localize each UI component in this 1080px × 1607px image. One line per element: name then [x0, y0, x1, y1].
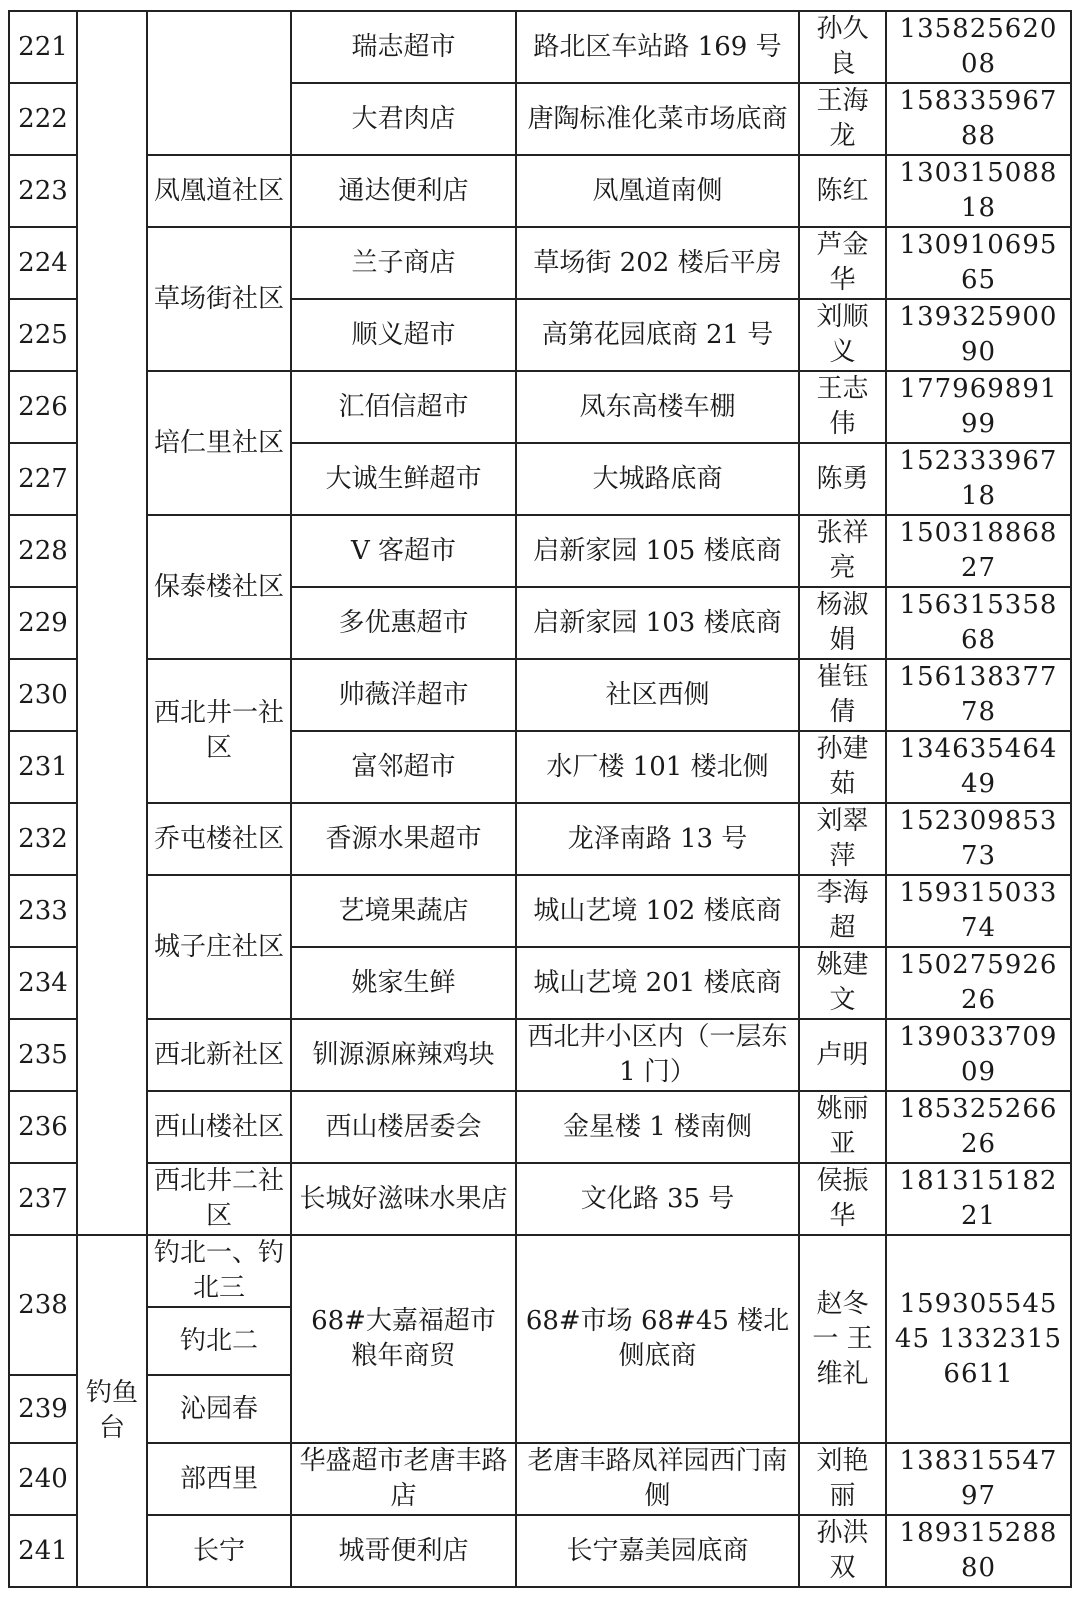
- row-number: 233: [9, 875, 77, 947]
- contact-person: 张祥亮: [799, 515, 886, 587]
- community-cell: 草场街社区: [147, 227, 291, 371]
- contact-phone: 15027592626: [886, 947, 1071, 1019]
- community-cell: 城子庄社区: [147, 875, 291, 1019]
- shop-name: 大君肉店: [291, 83, 516, 155]
- shop-name: 富邻超市: [291, 731, 516, 803]
- community-cell: 西北井二社区: [147, 1163, 291, 1235]
- shop-address: 西北井小区内（一层东 1 门）: [516, 1019, 799, 1091]
- town-cell-blank: [77, 11, 147, 1235]
- contact-phone: 18931528880: [886, 1515, 1071, 1587]
- shop-address: 启新家园 105 楼底商: [516, 515, 799, 587]
- shop-address: 金星楼 1 楼南侧: [516, 1091, 799, 1163]
- row-number: 234: [9, 947, 77, 1019]
- table-row: [9, 371, 1071, 443]
- community-cell: 钓北一、钓北三: [147, 1235, 291, 1307]
- contact-phone: 13463546449: [886, 731, 1071, 803]
- shop-name: 钏源源麻辣鸡块: [291, 1019, 516, 1091]
- contact-person: 芦金华: [799, 227, 886, 299]
- row-number: 226: [9, 371, 77, 443]
- row-number: 228: [9, 515, 77, 587]
- shop-name: 帅薇洋超市: [291, 659, 516, 731]
- contact-phone: 13932590090: [886, 299, 1071, 371]
- table-row: [9, 1443, 1071, 1515]
- contact-person: 陈勇: [799, 443, 886, 515]
- row-number: 221: [9, 11, 77, 83]
- table-row: [9, 1515, 1071, 1587]
- community-cell: 钓北二: [147, 1307, 291, 1375]
- contact-phone: 13091069565: [886, 227, 1071, 299]
- shop-name: V 客超市: [291, 515, 516, 587]
- shop-name: 长城好滋味水果店: [291, 1163, 516, 1235]
- community-cell: 培仁里社区: [147, 371, 291, 515]
- shop-name: 通达便利店: [291, 155, 516, 227]
- row-number: 237: [9, 1163, 77, 1235]
- contact-phone: 15031886827: [886, 515, 1071, 587]
- community-cell: 西北新社区: [147, 1019, 291, 1091]
- row-number: 232: [9, 803, 77, 875]
- shop-address: 龙泽南路 13 号: [516, 803, 799, 875]
- shop-name: 大诚生鲜超市: [291, 443, 516, 515]
- contact-phone: 15230985373: [886, 803, 1071, 875]
- community-cell: 保泰楼社区: [147, 515, 291, 659]
- row-number: 224: [9, 227, 77, 299]
- contact-person: 杨淑娟: [799, 587, 886, 659]
- contact-person: 姚建文: [799, 947, 886, 1019]
- contact-person: 刘艳丽: [799, 1443, 886, 1515]
- row-number: 227: [9, 443, 77, 515]
- row-number: 241: [9, 1515, 77, 1587]
- contact-person: 王海龙: [799, 83, 886, 155]
- contact-person: 刘顺义: [799, 299, 886, 371]
- community-cell: 西山楼社区: [147, 1091, 291, 1163]
- shop-name: 68#大嘉福超市 粮年商贸: [291, 1235, 516, 1443]
- contact-person: 孙建茹: [799, 731, 886, 803]
- table-row: [9, 1163, 1071, 1235]
- contact-phone: 15833596788: [886, 83, 1071, 155]
- table-row: [9, 659, 1071, 731]
- row-number: 223: [9, 155, 77, 227]
- shop-address: 草场街 202 楼后平房: [516, 227, 799, 299]
- table-row: [9, 11, 1071, 83]
- row-number: 230: [9, 659, 77, 731]
- row-number: 235: [9, 1019, 77, 1091]
- shop-name: 香源水果超市: [291, 803, 516, 875]
- table-row: [9, 1091, 1071, 1163]
- contact-person: 孙洪双: [799, 1515, 886, 1587]
- shop-name: 城哥便利店: [291, 1515, 516, 1587]
- shop-address: 老唐丰路凤祥园西门南侧: [516, 1443, 799, 1515]
- shop-name: 华盛超市老唐丰路店: [291, 1443, 516, 1515]
- shop-name: 兰子商店: [291, 227, 516, 299]
- contact-phone: 15931503374: [886, 875, 1071, 947]
- shop-address: 文化路 35 号: [516, 1163, 799, 1235]
- community-cell: 乔屯楼社区: [147, 803, 291, 875]
- shop-address: 启新家园 103 楼底商: [516, 587, 799, 659]
- row-number: 229: [9, 587, 77, 659]
- shop-address: 城山艺境 102 楼底商: [516, 875, 799, 947]
- table-row: [9, 227, 1071, 299]
- shop-address: 水厂楼 101 楼北侧: [516, 731, 799, 803]
- contact-phone: 15631535868: [886, 587, 1071, 659]
- shop-list-table: [8, 10, 1072, 1588]
- shop-address: 社区西侧: [516, 659, 799, 731]
- shop-address: 68#市场 68#45 楼北侧底商: [516, 1235, 799, 1443]
- table-row: [9, 1019, 1071, 1091]
- shop-name: 西山楼居委会: [291, 1091, 516, 1163]
- table-row: [9, 803, 1071, 875]
- shop-name: 汇佰信超市: [291, 371, 516, 443]
- community-cell: 长宁: [147, 1515, 291, 1587]
- community-cell: 西北井一社区: [147, 659, 291, 803]
- community-cell: 凤凰道社区: [147, 155, 291, 227]
- row-number: 222: [9, 83, 77, 155]
- contact-person: 王志伟: [799, 371, 886, 443]
- contact-phone: 13903370909: [886, 1019, 1071, 1091]
- shop-address: 凤凰道南侧: [516, 155, 799, 227]
- row-number: 238: [9, 1235, 77, 1375]
- table-row: [9, 515, 1071, 587]
- table-row: [9, 155, 1071, 227]
- contact-phone: 15930554545 13323156611: [886, 1235, 1071, 1443]
- contact-person: 孙久良: [799, 11, 886, 83]
- row-number: 225: [9, 299, 77, 371]
- shop-address: 城山艺境 201 楼底商: [516, 947, 799, 1019]
- contact-person: 刘翠萍: [799, 803, 886, 875]
- contact-phone: 13031508818: [886, 155, 1071, 227]
- contact-phone: 13582562008: [886, 11, 1071, 83]
- shop-address: 大城路底商: [516, 443, 799, 515]
- contact-phone: 13831554797: [886, 1443, 1071, 1515]
- shop-name: 顺义超市: [291, 299, 516, 371]
- contact-person: 侯振华: [799, 1163, 886, 1235]
- contact-person: 崔钰倩: [799, 659, 886, 731]
- table-row: [9, 875, 1071, 947]
- shop-name: 艺境果蔬店: [291, 875, 516, 947]
- town-cell: 钓鱼台: [77, 1235, 147, 1587]
- shop-name: 多优惠超市: [291, 587, 516, 659]
- contact-phone: 18131518221: [886, 1163, 1071, 1235]
- shop-address: 路北区车站路 169 号: [516, 11, 799, 83]
- community-cell: 沁园春: [147, 1375, 291, 1443]
- shop-name: 瑞志超市: [291, 11, 516, 83]
- row-number: 239: [9, 1375, 77, 1443]
- shop-address: 长宁嘉美园底商: [516, 1515, 799, 1587]
- shop-name: 姚家生鲜: [291, 947, 516, 1019]
- contact-person: 陈红: [799, 155, 886, 227]
- row-number: 231: [9, 731, 77, 803]
- contact-phone: 17796989199: [886, 371, 1071, 443]
- shop-address: 凤东高楼车棚: [516, 371, 799, 443]
- row-number: 236: [9, 1091, 77, 1163]
- shop-address: 唐陶标准化菜市场底商: [516, 83, 799, 155]
- contact-phone: 15613837778: [886, 659, 1071, 731]
- contact-phone: 18532526626: [886, 1091, 1071, 1163]
- community-cell: 部西里: [147, 1443, 291, 1515]
- contact-phone: 15233396718: [886, 443, 1071, 515]
- contact-person: 卢明: [799, 1019, 886, 1091]
- contact-person: 姚丽亚: [799, 1091, 886, 1163]
- table-row: [9, 1235, 1071, 1307]
- shop-address: 高第花园底商 21 号: [516, 299, 799, 371]
- community-cell: [147, 11, 291, 155]
- row-number: 240: [9, 1443, 77, 1515]
- contact-person: 赵冬一 王维礼: [799, 1235, 886, 1443]
- contact-person: 李海超: [799, 875, 886, 947]
